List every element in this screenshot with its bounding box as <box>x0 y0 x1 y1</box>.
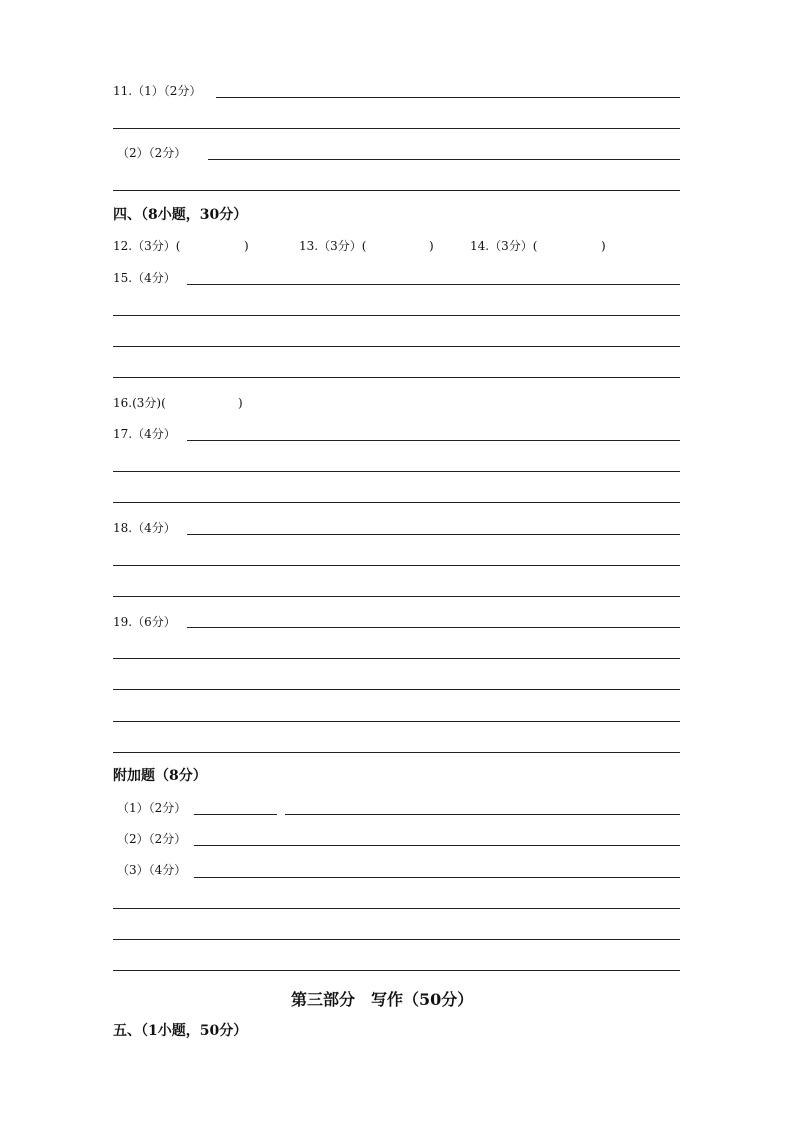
answer-line[interactable] <box>208 159 680 160</box>
answer-line[interactable] <box>285 814 680 815</box>
q12-close-paren: ) <box>244 239 249 253</box>
q11-part2-label: （2）（2分） <box>117 146 187 160</box>
q16-close-paren: ) <box>238 396 243 410</box>
q14-label: 14.（3分）( <box>470 239 538 253</box>
answer-line[interactable] <box>194 845 680 846</box>
answer-line[interactable] <box>113 377 680 378</box>
section5-heading: 五、（1小题，50分） <box>113 1023 248 1039</box>
section4-heading: 四、（8小题，30分） <box>113 207 248 223</box>
q14-close-paren: ) <box>601 239 606 253</box>
answer-line[interactable] <box>194 814 277 815</box>
answer-line[interactable] <box>113 471 680 472</box>
bonus-q1-label: （1）（2分） <box>117 801 187 815</box>
q18-label: 18.（4分） <box>113 521 176 535</box>
answer-line[interactable] <box>194 877 680 878</box>
answer-line[interactable] <box>113 752 680 753</box>
answer-line[interactable] <box>113 939 680 940</box>
answer-line[interactable] <box>113 970 680 971</box>
q15-label: 15.（4分） <box>113 271 176 285</box>
answer-line[interactable] <box>113 502 680 503</box>
q13-label: 13.（3分）( <box>299 239 367 253</box>
q13-close-paren: ) <box>429 239 434 253</box>
bonus-q3-label: （3）（4分） <box>117 863 187 877</box>
q16-label: 16.(3分)( <box>113 396 166 410</box>
answer-line[interactable] <box>113 128 680 129</box>
answer-line[interactable] <box>113 565 680 566</box>
part3-title: 第三部分 写作（50分） <box>291 990 474 1009</box>
answer-line[interactable] <box>113 190 680 191</box>
q19-label: 19.（6分） <box>113 615 176 629</box>
answer-line[interactable] <box>187 627 680 628</box>
bonus-q2-label: （2）（2分） <box>117 832 187 846</box>
bonus-heading: 附加题（8分） <box>113 768 207 784</box>
answer-line[interactable] <box>113 658 680 659</box>
answer-line[interactable] <box>113 689 680 690</box>
q17-label: 17.（4分） <box>113 427 176 441</box>
q12-label: 12.（3分）( <box>113 239 181 253</box>
answer-line[interactable] <box>216 97 680 98</box>
answer-line[interactable] <box>113 315 680 316</box>
answer-line[interactable] <box>113 596 680 597</box>
answer-line[interactable] <box>113 721 680 722</box>
q11-part1-label: 11.（1）（2分） <box>113 84 202 98</box>
answer-line[interactable] <box>187 440 680 441</box>
answer-line[interactable] <box>113 346 680 347</box>
answer-line[interactable] <box>113 908 680 909</box>
answer-line[interactable] <box>187 284 680 285</box>
answer-line[interactable] <box>187 534 680 535</box>
